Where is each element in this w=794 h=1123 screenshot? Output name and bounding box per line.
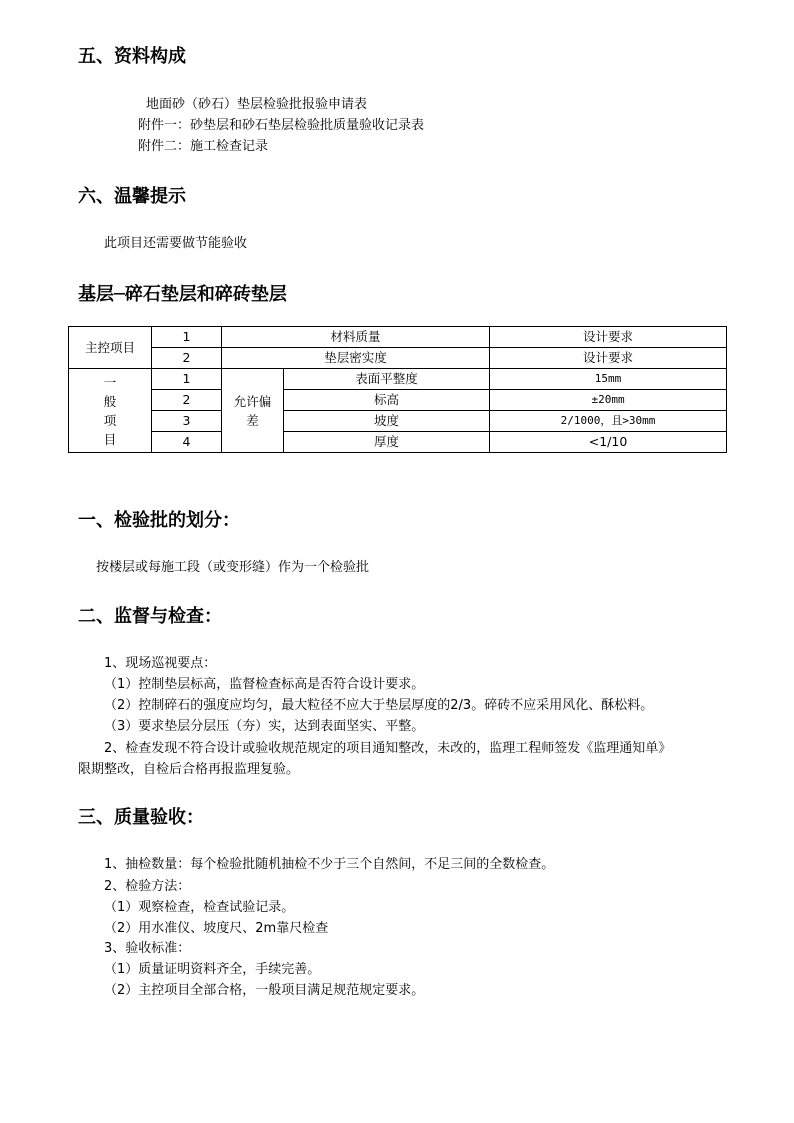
part-1-title: 一、检验批的划分： (78, 510, 240, 531)
part-3-title: 三、质量验收： (78, 807, 204, 828)
table-row (69, 411, 727, 432)
section-6-title: 六、温馨提示 (78, 186, 186, 207)
item-name: 标高 (284, 390, 490, 411)
general-group-char: 般 (103, 393, 117, 409)
item-requirement: <1/10 (490, 432, 727, 453)
table-row (69, 390, 727, 411)
acceptance-line: （2）主控项目全部合格，一般项目满足规范规定要求。 (104, 983, 425, 998)
supervision-line: 2、检查发现不符合设计或验收规范规定的项目通知整改，未改的，监理工程师签发《监理通知单》 (104, 741, 672, 756)
tolerance-char: 允许偏 (233, 393, 272, 409)
material-line-3: 附件二：施工检查记录 (138, 139, 269, 154)
acceptance-line: （2）用水准仪、坡度尺、2m靠尺检查 (104, 921, 329, 936)
section-5-title: 五、资料构成 (78, 46, 186, 67)
item-requirement: ±20mm (490, 390, 727, 411)
part-2-title: 二、监督与检查： (78, 606, 222, 627)
table-row (69, 369, 727, 390)
table-row (69, 432, 727, 453)
acceptance-line: （1）观察检查，检查试验记录。 (104, 900, 295, 915)
item-number: 1 (152, 369, 222, 390)
item-number: 4 (152, 432, 222, 453)
table-row (69, 348, 727, 369)
item-requirement: 设计要求 (490, 327, 727, 348)
tolerance-label (222, 369, 284, 453)
material-line-2: 附件一：砂垫层和砂石垫层检验批质量验收记录表 (138, 118, 425, 133)
supervision-line: 限期整改，自检后合格再报监理复验。 (78, 762, 300, 777)
supervision-line: （3）要求垫层分层压（夯）实，达到表面坚实、平整。 (104, 719, 425, 734)
division-line: 按楼层或每施工段（或变形缝）作为一个检验批 (96, 560, 370, 575)
base-layer-title: 基层─碎石垫层和碎砖垫层 (78, 284, 287, 305)
item-number: 1 (152, 327, 222, 348)
general-group-char: 项 (103, 412, 117, 428)
general-group-char: 一 (103, 374, 117, 390)
item-requirement: 15mm (490, 369, 727, 390)
acceptance-line: 3、验收标准： (104, 941, 191, 956)
item-number: 2 (152, 348, 222, 369)
item-name: 材料质量 (222, 327, 490, 348)
item-name: 坡度 (284, 411, 490, 432)
inspection-items-table (68, 326, 727, 453)
acceptance-line: 2、检验方法： (104, 879, 191, 894)
item-requirement: 设计要求 (490, 348, 727, 369)
item-name: 表面平整度 (284, 369, 490, 390)
item-name: 垫层密实度 (222, 348, 490, 369)
supervision-line: （2）控制碎石的强度应均匀，最大粒径不应大于垫层厚度的2/3。碎砖不应采用风化、酥松料。 (104, 698, 654, 713)
table-row (69, 327, 727, 348)
item-name: 厚度 (284, 432, 490, 453)
material-line-1: 地面砂（砂石）垫层检验批报验申请表 (146, 97, 368, 112)
item-requirement: 2/1000，且>30mm (490, 411, 727, 432)
acceptance-line: （1）质量证明资料齐全，手续完善。 (104, 962, 321, 977)
supervision-line: （1）控制垫层标高，监督检查标高是否符合设计要求。 (104, 677, 425, 692)
tolerance-char: 差 (246, 412, 259, 428)
general-group-label (69, 369, 152, 453)
main-control-group-label: 主控项目 (69, 327, 152, 369)
acceptance-line: 1、抽检数量：每个检验批随机抽检不少于三个自然间，不足三间的全数检查。 (104, 857, 555, 872)
general-group-char: 目 (103, 431, 117, 447)
supervision-line: 1、现场巡视要点： (104, 656, 217, 671)
item-number: 2 (152, 390, 222, 411)
item-number: 3 (152, 411, 222, 432)
tip-line: 此项目还需要做节能验收 (104, 236, 248, 251)
